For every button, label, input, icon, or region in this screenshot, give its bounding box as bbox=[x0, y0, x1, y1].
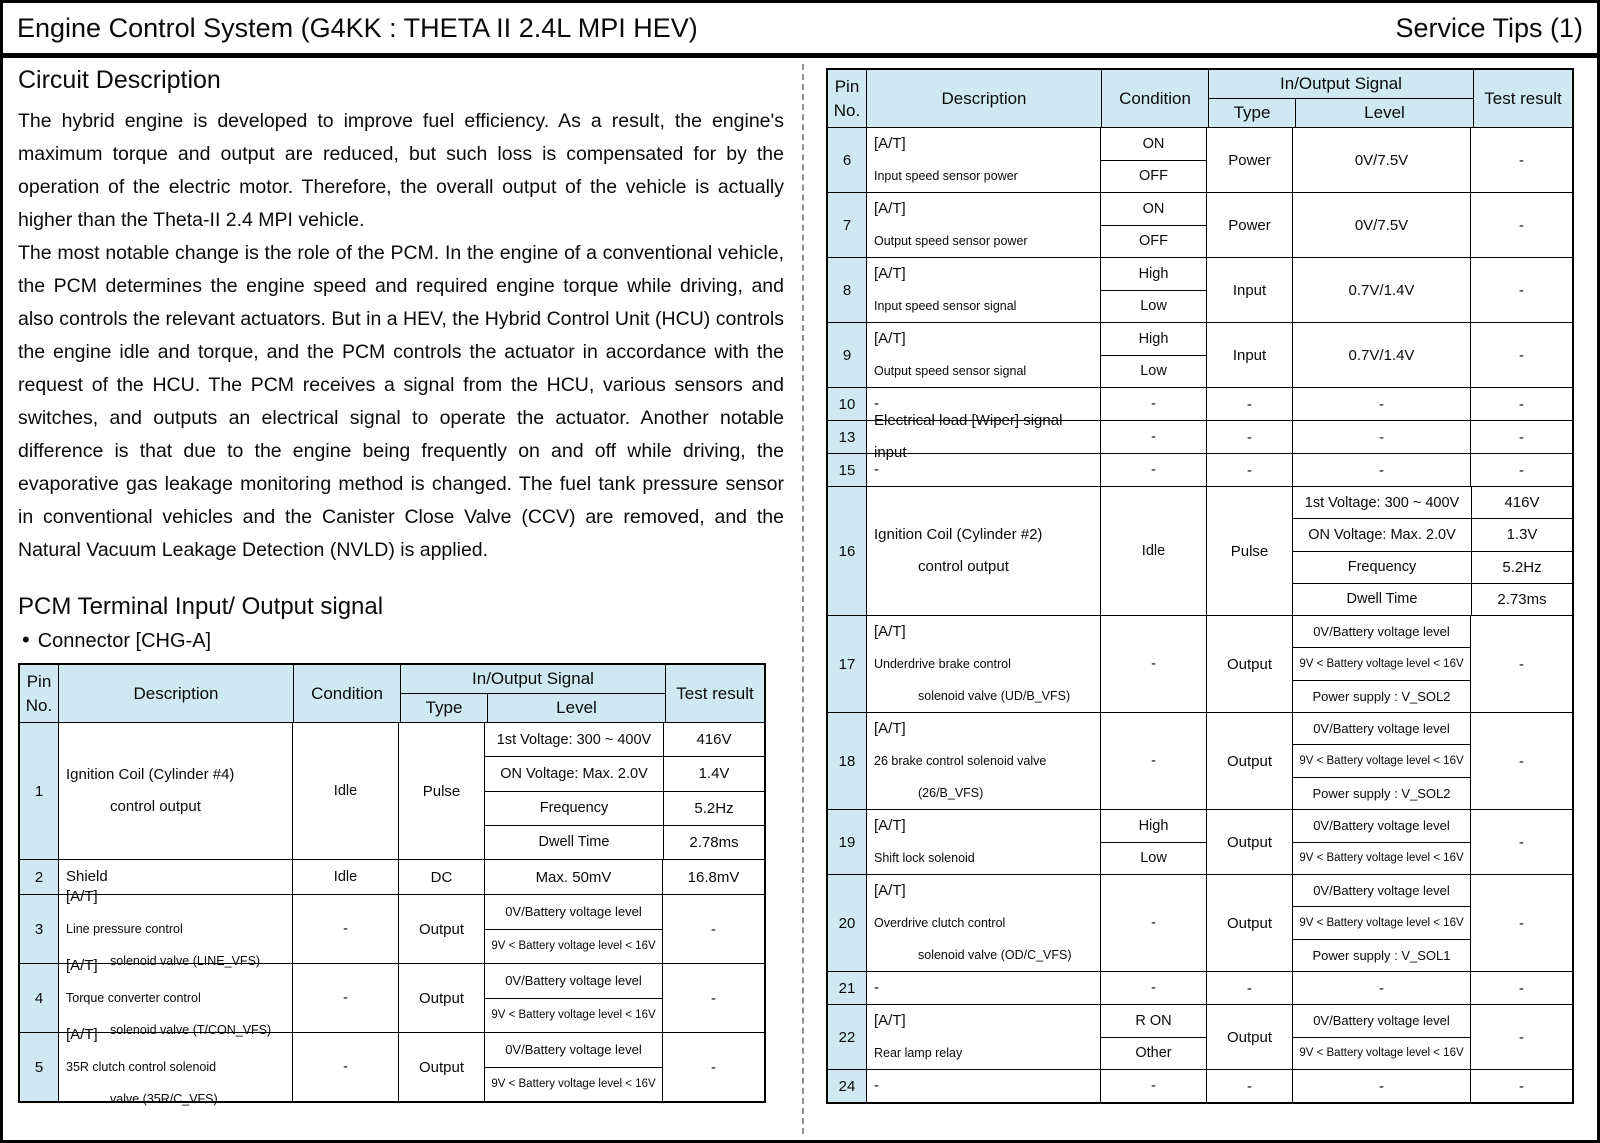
level-sub: 0V/Battery voltage level bbox=[505, 904, 642, 920]
level-sub: 9V < Battery voltage level < 16V bbox=[1293, 1037, 1470, 1070]
level-label: 1st Voltage: 300 ~ 400V bbox=[1304, 494, 1460, 511]
test-result: - bbox=[1470, 810, 1572, 874]
condition-sub: ON bbox=[1142, 135, 1165, 152]
level-label: Frequency bbox=[539, 800, 609, 817]
at-prefix: [A/T] bbox=[874, 135, 906, 152]
description-cell bbox=[866, 258, 1100, 322]
level-cell bbox=[1292, 810, 1470, 874]
description-line: [A/T] Overdrive clutch control bbox=[874, 875, 1005, 939]
description-line: - bbox=[874, 979, 879, 996]
description-line: - bbox=[874, 1077, 879, 1094]
pin-number: 8 bbox=[828, 258, 866, 322]
level-sub: Power supply : V_SOL2 bbox=[1293, 680, 1470, 712]
header-type: Type bbox=[425, 698, 463, 717]
condition-sub: - bbox=[1151, 915, 1156, 931]
header-pin-no bbox=[20, 665, 58, 722]
description-cell bbox=[866, 1070, 1100, 1102]
level-label: ON Voltage: Max. 2.0V bbox=[500, 765, 648, 782]
level-result-group bbox=[484, 723, 764, 859]
header-io-sub bbox=[1209, 99, 1473, 127]
pin-number: 18 bbox=[828, 713, 866, 809]
level-cell bbox=[1292, 875, 1470, 971]
level-cell bbox=[484, 964, 662, 1032]
description-cell bbox=[866, 616, 1100, 712]
circuit-description-title: Circuit Description bbox=[18, 66, 221, 94]
test-result: 16.8mV bbox=[662, 860, 764, 894]
description-line: - bbox=[874, 461, 879, 478]
description-line: [A/T] Line pressure control bbox=[66, 881, 183, 945]
description-line: Shield bbox=[66, 868, 108, 885]
condition-cell bbox=[1100, 1005, 1206, 1069]
condition-sub: High bbox=[1138, 265, 1169, 282]
test-result: - bbox=[1470, 875, 1572, 971]
header-condition: Condition bbox=[293, 665, 400, 722]
condition-cell bbox=[1100, 128, 1206, 192]
service-tips-label: Service Tips (1) bbox=[1395, 12, 1583, 43]
condition-cell bbox=[292, 1033, 398, 1101]
condition-cell bbox=[1100, 388, 1206, 420]
condition-sub: Low bbox=[1101, 355, 1206, 388]
pin-number: 10 bbox=[828, 388, 866, 420]
header-level: Level bbox=[1295, 99, 1473, 127]
condition-cell bbox=[1100, 713, 1206, 809]
description-line: (26/B_VFS) bbox=[918, 786, 984, 800]
signal-type: - bbox=[1206, 388, 1292, 420]
table-header bbox=[828, 70, 1572, 127]
pin-number: 1 bbox=[20, 723, 58, 859]
description-cell bbox=[866, 412, 1100, 461]
level-sub: Power supply : V_SOL2 bbox=[1293, 777, 1470, 809]
left-column bbox=[18, 64, 784, 1106]
test-result: - bbox=[1470, 1070, 1572, 1102]
table-row bbox=[828, 192, 1572, 257]
signal-type: Output bbox=[398, 964, 484, 1032]
signal-type: Input bbox=[1206, 258, 1292, 322]
header-type: Type bbox=[1233, 103, 1271, 122]
description-cell bbox=[866, 810, 1100, 874]
signal-type: Output bbox=[1206, 875, 1292, 971]
header-pin: Pin bbox=[834, 76, 860, 96]
level-sub: 0V/Battery voltage level bbox=[1313, 818, 1450, 834]
level: - bbox=[1292, 388, 1470, 420]
test-result: - bbox=[1470, 128, 1572, 192]
connector-chg-a-table-left bbox=[18, 663, 766, 1106]
level: Max. 50mV bbox=[484, 860, 662, 894]
signal-type: - bbox=[1206, 1070, 1292, 1102]
connector-label: • Connector [CHG-A] bbox=[22, 627, 784, 653]
level-cell bbox=[484, 895, 662, 963]
condition-sub: - bbox=[1151, 1078, 1156, 1094]
signal-type: Output bbox=[1206, 713, 1292, 809]
table-row bbox=[828, 1069, 1572, 1102]
condition-cell bbox=[1100, 875, 1206, 971]
condition-sub: - bbox=[1151, 980, 1156, 996]
condition-cell bbox=[292, 895, 398, 963]
level-sub: 9V < Battery voltage level < 16V bbox=[1293, 842, 1470, 875]
level-sub: 9V < Battery voltage level < 16V bbox=[1293, 906, 1470, 938]
level-sub: 0V/Battery voltage level bbox=[505, 1042, 642, 1058]
at-prefix: [A/T] bbox=[66, 957, 98, 974]
pin-number: 13 bbox=[828, 421, 866, 453]
pcm-terminal-title: PCM Terminal Input/ Output signal bbox=[18, 593, 384, 620]
condition-cell bbox=[1100, 421, 1206, 453]
signal-type: Output bbox=[1206, 810, 1292, 874]
right-column bbox=[826, 68, 1586, 1104]
signal-type: Input bbox=[1206, 323, 1292, 387]
level-sub: 9V < Battery voltage level < 16V bbox=[485, 1067, 662, 1102]
condition-cell bbox=[1100, 1070, 1206, 1102]
level-label: Dwell Time bbox=[1346, 591, 1418, 608]
condition-cell bbox=[1100, 616, 1206, 712]
signal-type: Pulse bbox=[1206, 487, 1292, 615]
signal-type: - bbox=[1206, 454, 1292, 486]
circuit-description-paragraph-2: The most notable change is the role of the PCM. In the engine of a conventional vehicle, the PCM determines the engine speed and required engine torque while driving, and also controls the relevant actuators. But in a HEV, the Hybrid Control Unit (HCU) controls the engine idle and torque, and the PCM controls the actuator in accordance with the request of the HCU. The PCM receives a signal from the HCU, various sensors and switches, and outputs an electrical signal to operate the actuator. Another notable difference is that due to the engine being frequently on and off while driving, the evaporative gas leakage monitoring method is changed. The fuel tank pressure sensor in conventional vehicles and the Canister Close Valve (CCV) are removed, and the Natural Vacuum Leakage Detection (NVLD) is applied. bbox=[18, 242, 784, 561]
description-line: [A/T] Underdrive brake control bbox=[874, 616, 1011, 680]
condition-sub: - bbox=[1151, 656, 1156, 672]
pin-number: 3 bbox=[20, 895, 58, 963]
condition-cell bbox=[1100, 258, 1206, 322]
level-sub: 9V < Battery voltage level < 16V bbox=[1293, 647, 1470, 679]
signal-type: Pulse bbox=[398, 723, 484, 859]
test-result: - bbox=[1470, 258, 1572, 322]
condition-sub: Low bbox=[1101, 842, 1206, 875]
level-result-sub bbox=[485, 756, 764, 790]
condition-sub: - bbox=[343, 921, 348, 937]
table-row bbox=[828, 322, 1572, 387]
signal-type: Power bbox=[1206, 193, 1292, 257]
condition-sub: - bbox=[1151, 753, 1156, 769]
description-line: solenoid valve (LINE_VFS) bbox=[110, 954, 261, 968]
test-result: 416V bbox=[663, 723, 764, 756]
level-cell bbox=[1292, 713, 1470, 809]
level-result-sub bbox=[1293, 487, 1572, 518]
condition-cell bbox=[1100, 454, 1206, 486]
at-prefix: [A/T] bbox=[874, 265, 906, 282]
header-io-signal: In/Output Signal bbox=[1209, 70, 1473, 99]
level-label: Dwell Time bbox=[538, 834, 610, 851]
level: 0V/7.5V bbox=[1292, 128, 1470, 192]
description-cell bbox=[866, 1005, 1100, 1069]
pin-number: 19 bbox=[828, 810, 866, 874]
pin-number: 17 bbox=[828, 616, 866, 712]
level-result-group bbox=[1292, 487, 1572, 615]
test-result: - bbox=[1470, 713, 1572, 809]
description-line: Ignition Coil (Cylinder #2) bbox=[874, 526, 1043, 543]
at-prefix: [A/T] bbox=[874, 1012, 906, 1029]
description-line: [A/T] Input speed sensor power bbox=[874, 128, 1018, 192]
pin-number: 2 bbox=[20, 860, 58, 894]
pin-number: 15 bbox=[828, 454, 866, 486]
level-label: ON Voltage: Max. 2.0V bbox=[1308, 526, 1456, 543]
pin-number: 16 bbox=[828, 487, 866, 615]
header-pin-no bbox=[828, 70, 866, 127]
signal-type: Output bbox=[1206, 616, 1292, 712]
level: - bbox=[1292, 421, 1470, 453]
description-line: - bbox=[874, 395, 879, 412]
level: 0V/7.5V bbox=[1292, 193, 1470, 257]
condition-cell bbox=[1100, 487, 1206, 615]
condition-cell bbox=[1100, 810, 1206, 874]
condition-cell bbox=[1100, 323, 1206, 387]
test-result: 5.2Hz bbox=[1471, 552, 1572, 583]
at-prefix: [A/T] bbox=[66, 1026, 98, 1043]
condition-cell bbox=[292, 860, 398, 894]
level: 0.7V/1.4V bbox=[1292, 323, 1470, 387]
level-result-sub bbox=[1293, 518, 1572, 550]
description-line: Electrical load [Wiper] signal input bbox=[874, 412, 1063, 461]
condition-sub: Idle bbox=[1141, 543, 1166, 559]
condition-sub: High bbox=[1138, 817, 1169, 834]
test-result: - bbox=[1470, 193, 1572, 257]
description-line: [A/T] 26 brake control solenoid valve bbox=[874, 713, 1046, 777]
description-line: [A/T] Output speed sensor signal bbox=[874, 323, 1026, 387]
table-row bbox=[828, 257, 1572, 322]
condition-sub: OFF bbox=[1101, 160, 1206, 193]
header-test-result: Test result bbox=[1473, 70, 1572, 127]
table-row bbox=[828, 486, 1572, 615]
signal-type: DC bbox=[398, 860, 484, 894]
description-line: control output bbox=[918, 558, 1009, 575]
level-label: 1st Voltage: 300 ~ 400V bbox=[496, 731, 652, 748]
description-line: solenoid valve (T/CON_VFS) bbox=[110, 1023, 272, 1037]
pin-number: 20 bbox=[828, 875, 866, 971]
description-cell bbox=[866, 193, 1100, 257]
level-cell bbox=[484, 1033, 662, 1101]
test-result: - bbox=[1470, 616, 1572, 712]
pin-number: 9 bbox=[828, 323, 866, 387]
header-io-sub bbox=[401, 694, 665, 722]
level-result-sub bbox=[1293, 583, 1572, 615]
test-result: 2.78ms bbox=[663, 826, 764, 859]
level-sub: 9V < Battery voltage level < 16V bbox=[485, 929, 662, 964]
test-result: - bbox=[1470, 388, 1572, 420]
header-no: No. bbox=[833, 100, 861, 120]
description-cell bbox=[866, 128, 1100, 192]
level-sub: 0V/Battery voltage level bbox=[1313, 721, 1450, 737]
table-row bbox=[828, 874, 1572, 971]
condition-sub: High bbox=[1138, 330, 1169, 347]
page-body bbox=[3, 58, 1597, 1140]
test-result: 5.2Hz bbox=[663, 792, 764, 825]
description-cell bbox=[866, 487, 1100, 615]
pin-number: 5 bbox=[20, 1033, 58, 1101]
pin-number: 22 bbox=[828, 1005, 866, 1069]
level-sub: Power supply : V_SOL1 bbox=[1293, 939, 1470, 971]
condition-sub: - bbox=[343, 990, 348, 1006]
condition-cell bbox=[292, 964, 398, 1032]
test-result: 416V bbox=[1471, 487, 1572, 518]
level: 0.7V/1.4V bbox=[1292, 258, 1470, 322]
description-line: solenoid valve (UD/B_VFS) bbox=[918, 689, 1071, 703]
pin-number: 4 bbox=[20, 964, 58, 1032]
level-cell bbox=[1292, 616, 1470, 712]
header-description: Description bbox=[866, 70, 1101, 127]
signal-type: Output bbox=[398, 1033, 484, 1101]
level-sub: 0V/Battery voltage level bbox=[505, 973, 642, 989]
signal-type: - bbox=[1206, 972, 1292, 1004]
condition-sub: Idle bbox=[333, 783, 358, 799]
test-result: - bbox=[1470, 421, 1572, 453]
header-io-signal: In/Output Signal bbox=[401, 665, 665, 694]
condition-sub: Other bbox=[1101, 1037, 1206, 1070]
description-cell bbox=[58, 723, 292, 859]
test-result: - bbox=[662, 964, 764, 1032]
level-sub: 9V < Battery voltage level < 16V bbox=[485, 998, 662, 1033]
description-line: [A/T] Output speed sensor power bbox=[874, 193, 1028, 257]
level: - bbox=[1292, 454, 1470, 486]
level-result-sub bbox=[485, 723, 764, 756]
signal-type: Power bbox=[1206, 128, 1292, 192]
header-io-signal-group bbox=[1208, 70, 1473, 127]
description-line: [A/T] Shift lock solenoid bbox=[874, 810, 975, 874]
page-title: Engine Control System (G4KK : THETA II 2.4L MPI HEV) bbox=[17, 12, 698, 43]
description-line: [A/T] Torque converter control bbox=[66, 950, 201, 1014]
level-sub: 0V/Battery voltage level bbox=[1313, 1013, 1450, 1029]
test-result: - bbox=[1470, 1005, 1572, 1069]
column-divider bbox=[802, 64, 804, 1134]
header-pin: Pin bbox=[26, 671, 52, 691]
at-prefix: [A/T] bbox=[874, 882, 906, 899]
header-io-signal-group bbox=[400, 665, 665, 722]
level-result-sub bbox=[485, 791, 764, 825]
at-prefix: [A/T] bbox=[874, 817, 906, 834]
test-result: 1.4V bbox=[663, 757, 764, 790]
connector-chg-a-table-right bbox=[826, 68, 1574, 1104]
condition-cell bbox=[1100, 972, 1206, 1004]
header-no: No. bbox=[25, 695, 53, 715]
at-prefix: [A/T] bbox=[874, 623, 906, 640]
at-prefix: [A/T] bbox=[874, 720, 906, 737]
condition-sub: OFF bbox=[1101, 225, 1206, 258]
test-result: - bbox=[662, 1033, 764, 1101]
header-condition: Condition bbox=[1101, 70, 1208, 127]
level: - bbox=[1292, 972, 1470, 1004]
description-line: [A/T] Rear lamp relay bbox=[874, 1005, 962, 1069]
signal-type: Output bbox=[398, 895, 484, 963]
condition-cell bbox=[292, 723, 398, 859]
condition-sub: - bbox=[1151, 429, 1156, 445]
test-result: 1.3V bbox=[1471, 519, 1572, 550]
description-cell bbox=[866, 454, 1100, 486]
test-result: - bbox=[1470, 454, 1572, 486]
header-level: Level bbox=[487, 694, 665, 722]
test-result: 2.73ms bbox=[1471, 584, 1572, 615]
right-table-body bbox=[828, 127, 1572, 1102]
description-line: Ignition Coil (Cylinder #4) bbox=[66, 766, 235, 783]
signal-type: Output bbox=[1206, 1005, 1292, 1069]
table-header bbox=[20, 665, 764, 722]
pin-number: 7 bbox=[828, 193, 866, 257]
at-prefix: [A/T] bbox=[874, 330, 906, 347]
condition-sub: - bbox=[343, 1059, 348, 1075]
pin-number: 6 bbox=[828, 128, 866, 192]
condition-sub: - bbox=[1151, 396, 1156, 412]
table-row bbox=[20, 722, 764, 859]
level-result-sub bbox=[485, 825, 764, 859]
at-prefix: [A/T] bbox=[874, 200, 906, 217]
header-test-result: Test result bbox=[665, 665, 764, 722]
description-line: solenoid valve (OD/C_VFS) bbox=[918, 948, 1072, 962]
table-row bbox=[828, 453, 1572, 486]
test-result: - bbox=[1470, 972, 1572, 1004]
level-label: Frequency bbox=[1347, 559, 1417, 576]
test-result: - bbox=[662, 895, 764, 963]
pin-number: 24 bbox=[828, 1070, 866, 1102]
level-result-sub bbox=[1293, 551, 1572, 583]
description-line: [A/T] 35R clutch control solenoid bbox=[66, 1019, 216, 1083]
circuit-description-paragraph-1: The hybrid engine is developed to improve fuel efficiency. As a result, the engine's maximum torque and output are reduced, but such loss is compensated for by the operation of the electric motor. Therefore, the overall output of the vehicle is actually higher than the Theta-II 2.4 MPI vehicle. bbox=[18, 110, 784, 231]
pin-number: 21 bbox=[828, 972, 866, 1004]
level: - bbox=[1292, 1070, 1470, 1102]
description-cell bbox=[866, 875, 1100, 971]
description-cell bbox=[866, 323, 1100, 387]
table-row bbox=[828, 809, 1572, 874]
level-cell bbox=[1292, 1005, 1470, 1069]
level-sub: 0V/Battery voltage level bbox=[1313, 624, 1450, 640]
description-line: control output bbox=[110, 798, 201, 815]
table-row bbox=[828, 127, 1572, 192]
condition-sub: Low bbox=[1101, 290, 1206, 323]
table-row bbox=[828, 712, 1572, 809]
at-prefix: [A/T] bbox=[66, 888, 98, 905]
condition-sub: - bbox=[1151, 462, 1156, 478]
condition-sub: ON bbox=[1142, 200, 1165, 217]
signal-type: - bbox=[1206, 421, 1292, 453]
condition-sub: Idle bbox=[333, 869, 358, 885]
title-bar bbox=[3, 3, 1597, 58]
level-sub: 0V/Battery voltage level bbox=[1313, 883, 1450, 899]
description-cell bbox=[866, 972, 1100, 1004]
table-row bbox=[828, 1004, 1572, 1069]
description-cell bbox=[866, 713, 1100, 809]
condition-cell bbox=[1100, 193, 1206, 257]
test-result: - bbox=[1470, 323, 1572, 387]
table-row bbox=[828, 412, 1572, 461]
description-line: valve (35R/C_VFS) bbox=[110, 1092, 218, 1106]
table-row bbox=[828, 615, 1572, 712]
header-description: Description bbox=[58, 665, 293, 722]
table-row bbox=[828, 971, 1572, 1004]
condition-sub: R ON bbox=[1135, 1012, 1172, 1029]
level-sub: 9V < Battery voltage level < 16V bbox=[1293, 744, 1470, 776]
left-table-body bbox=[20, 722, 764, 1106]
description-line: [A/T] Input speed sensor signal bbox=[874, 258, 1016, 322]
